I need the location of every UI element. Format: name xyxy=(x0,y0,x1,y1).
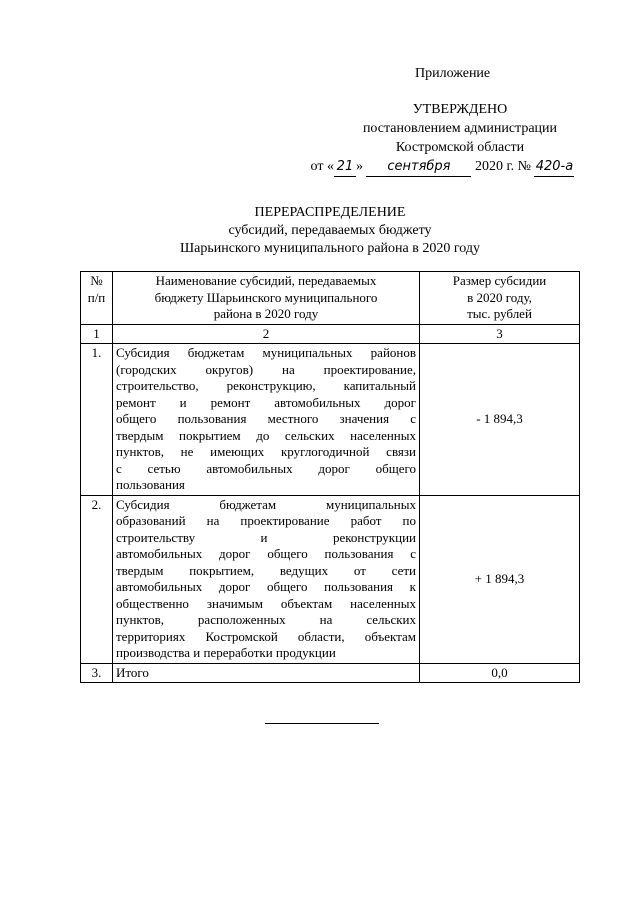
subsidy-amount: + 1 894,3 xyxy=(420,495,580,663)
approved-heading: УТВЕРЖДЕНО xyxy=(412,102,508,117)
appendix-label: Приложение xyxy=(415,66,491,81)
header-size-l1: Размер субсидии xyxy=(452,273,547,288)
subsidy-name-line: общего пользования местного значения с xyxy=(116,411,416,426)
subsidy-name-line: пунктов, не имеющих круглогодичной связи xyxy=(116,444,416,459)
approval-block xyxy=(310,100,575,177)
row-number: 2. xyxy=(81,495,113,663)
header-name xyxy=(113,272,420,325)
date-month-handwritten: сентября xyxy=(366,157,471,177)
header-size xyxy=(420,272,580,325)
subsidy-name xyxy=(113,344,420,496)
subsidy-name-line: пользования xyxy=(116,477,185,492)
date-prefix: от « xyxy=(310,159,334,174)
subsidy-name-line: строительству и реконструкции xyxy=(116,529,416,545)
subsidy-name-line: пунктов, расположенных на сельских xyxy=(116,612,416,627)
subsidy-name-line: твердым покрытием до сельских населенных xyxy=(116,427,416,443)
header-num xyxy=(81,272,113,325)
subsidy-name-line: твердым покрытием, ведущих от сети xyxy=(116,562,416,578)
date-line xyxy=(310,157,575,177)
subsidy-name-line: автомобильных дорог общего пользования к xyxy=(116,579,416,594)
title-line-1: ПЕРЕРАСПРЕДЕЛЕНИЕ xyxy=(254,205,406,220)
subsidy-name-line: образований на проектирование работ по xyxy=(116,513,416,528)
subsidy-name-line: автомобильных дорог общего пользования с xyxy=(116,546,416,561)
header-num-l2: п/п xyxy=(87,289,106,305)
header-name-l1: Наименование субсидий, передаваемых xyxy=(155,273,377,288)
subsidy-name-line: с сетью автомобильных дорог общего xyxy=(116,460,416,476)
date-year: 2020 г. № xyxy=(474,159,531,174)
subsidy-table xyxy=(80,271,580,683)
title-line-2: субсидий, передаваемых бюджету xyxy=(228,223,432,238)
header-size-l3: тыс. рублей xyxy=(467,306,532,321)
subsidy-name-line: (городских округов) на проектирование, xyxy=(116,361,416,377)
title-line-3: Шарьинского муниципального района в 2020 году xyxy=(180,241,480,256)
document-title xyxy=(80,204,580,258)
table-row-total xyxy=(81,663,580,683)
column-number-1: 1 xyxy=(81,324,113,344)
subsidy-name-line: производства и переработки продукции xyxy=(116,645,336,660)
subsidy-name-line: территориях Костромской области, объектам xyxy=(116,628,416,644)
subsidy-name-line: общественно значимым объектам населенных xyxy=(116,595,416,611)
subsidy-name xyxy=(113,495,420,663)
date-mid: » xyxy=(355,159,363,174)
table-row xyxy=(81,344,580,496)
header-name-l2: бюджету Шарьинского муниципального xyxy=(154,289,378,305)
header-size-l2: в 2020 году, xyxy=(467,289,532,305)
total-amount: 0,0 xyxy=(420,663,580,683)
table-row xyxy=(81,495,580,663)
column-number-2: 2 xyxy=(113,324,420,344)
resolution-line: постановлением администрации xyxy=(362,121,558,136)
column-number-row xyxy=(81,324,580,344)
column-number-3: 3 xyxy=(420,324,580,344)
row-number: 1. xyxy=(81,344,113,496)
date-day-handwritten: 21 xyxy=(334,157,356,177)
region-line: Костромской области xyxy=(395,140,525,155)
subsidy-name-line: Субсидия бюджетам муниципальных районов xyxy=(116,345,416,360)
table-header-row xyxy=(81,272,580,325)
closing-rule xyxy=(265,723,379,724)
subsidy-amount: - 1 894,3 xyxy=(420,344,580,496)
row-number: 3. xyxy=(81,663,113,683)
subsidy-name-line: Субсидия бюджетам муниципальных xyxy=(116,496,416,512)
subsidy-name-line: строительство, реконструкцию, капитальный xyxy=(116,378,416,393)
header-name-l3: района в 2020 году xyxy=(213,306,319,321)
header-num-l1: № xyxy=(90,273,103,288)
subsidy-name-line: ремонт и ремонт автомобильных дорог xyxy=(116,394,416,410)
decree-number-handwritten: 420-а xyxy=(534,157,574,177)
total-label: Итого xyxy=(113,663,420,683)
